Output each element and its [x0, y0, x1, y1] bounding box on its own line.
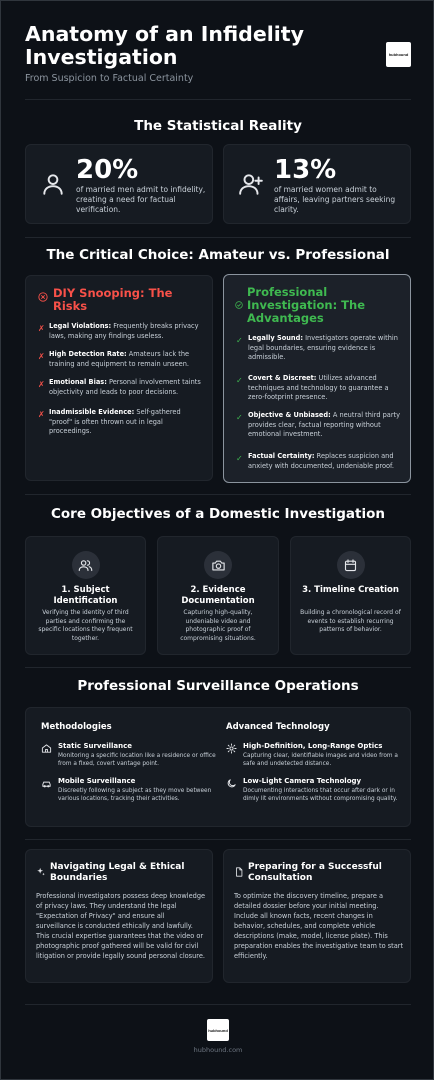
- page-subtitle: From Suspicion to Factual Certainty: [25, 73, 194, 84]
- x-mark-icon: ✗: [38, 380, 45, 389]
- divider: [25, 494, 411, 495]
- item-text: A neutral third party provides clear, factual reporting without emotional investment.: [248, 411, 401, 438]
- consultation-text: To optimize the discovery timeline, prepare a detailed dossier before your initial meeting. Include all known facts, recent changes in behavior, schedules, and complete vehicle descriptions (make, model, license plate). This preparation enables the investigative team to start efficiently.: [234, 892, 404, 960]
- legal-card: [25, 849, 213, 983]
- legal-text: Professional investigators possess deep knowledge of privacy laws. They understand the legal "Expectation of Privacy" and ensure all surveillance is conducted ethically and lawfully. This crucial expertise guarantees that the video or photographic proof gathered will be valid for civil litigation or provide legally sound personal closure.: [36, 892, 206, 960]
- icon-circle: [204, 551, 232, 579]
- operations-card: [25, 707, 411, 827]
- home-icon: [41, 743, 52, 754]
- stat-card-men: [25, 144, 213, 224]
- item-text: Frequently breaks privacy laws, making any findings useless.: [49, 322, 199, 340]
- legal-title: Navigating Legal & Ethical Boundaries: [50, 862, 185, 883]
- divider: [25, 667, 411, 668]
- diy-card: [25, 275, 213, 481]
- stats-heading: The Statistical Reality: [134, 118, 302, 134]
- x-mark-icon: ✗: [38, 324, 45, 333]
- item-text: Personal involvement taints objectivity and leads to poor decisions.: [49, 378, 201, 396]
- objective-title: 3. Timeline Creation: [302, 585, 399, 595]
- objective-text: Capturing high-quality, undeniable video and photographic proof of compromising situations.: [180, 609, 256, 642]
- icon-circle: [337, 551, 365, 579]
- check-mark-icon: ✓: [236, 454, 243, 463]
- header-logo: [386, 42, 411, 67]
- diy-title: DIY Snooping: The Risks: [53, 286, 173, 313]
- pro-title: Professional Investigation: The Advantages: [247, 285, 365, 325]
- item-label: Legally Sound:: [248, 334, 303, 342]
- divider: [25, 237, 411, 238]
- objective-title: 2. Evidence Documentation: [181, 585, 255, 606]
- divider: [25, 1004, 411, 1005]
- tech-title: High-Definition, Long-Range Optics: [243, 742, 383, 750]
- item-text: Utilizes advanced techniques and technology to guarantee a zero-footprint presence.: [248, 374, 389, 401]
- item-label: Factual Certainty:: [248, 452, 315, 460]
- footer-url[interactable]: hubhound.com: [193, 1046, 243, 1054]
- tech-text: Documenting interactions that occur after dark or in dimly lit environments without compromising quality.: [243, 788, 398, 802]
- x-mark-icon: ✗: [38, 352, 45, 361]
- document-icon: [234, 867, 244, 877]
- stat-text: of married women admit to affairs, leaving partners seeking clarity.: [274, 185, 396, 214]
- choice-heading: The Critical Choice: Amateur vs. Professional: [46, 247, 390, 263]
- item-label: High Detection Rate:: [49, 350, 127, 358]
- pro-item: [248, 334, 402, 363]
- stat-card-women: [223, 144, 411, 224]
- diy-item: [49, 378, 205, 397]
- check-mark-icon: ✓: [236, 376, 243, 385]
- item-label: Objective & Unbiased:: [248, 411, 331, 419]
- stat-text: of married men admit to infidelity, creating a need for factual verification.: [76, 185, 206, 214]
- user-plus-icon: [238, 171, 264, 197]
- check-mark-icon: ✓: [236, 413, 243, 422]
- user-icon: [40, 171, 66, 197]
- check-circle-icon: [235, 301, 243, 309]
- item-text: Amateurs lack the training and equipment to remain unseen.: [49, 350, 190, 368]
- x-mark-icon: ✗: [38, 410, 45, 419]
- objective-card: [157, 536, 279, 655]
- item-text: Investigators operate within legal boundaries, ensuring evidence is admissible.: [248, 334, 398, 361]
- users-icon: [78, 558, 93, 573]
- sparkle-icon: [36, 867, 46, 877]
- methodologies-title: Methodologies: [41, 722, 112, 732]
- item-text: Replaces suspicion and anxiety with documented, undeniable proof.: [248, 452, 394, 470]
- gear-icon: [226, 743, 237, 754]
- pro-item: [248, 452, 402, 471]
- footer-logo-text: hubhound: [208, 1027, 228, 1033]
- objective-card: [290, 536, 411, 655]
- method-text: Monitoring a specific location like a residence or office from a fixed, covert vantage point.: [58, 753, 216, 767]
- diy-item: [49, 322, 205, 341]
- consultation-title: Preparing for a Successful Consultation: [248, 862, 382, 883]
- page-title: Anatomy of an Infidelity Investigation: [25, 22, 304, 69]
- item-label: Legal Violations:: [49, 322, 112, 330]
- item-label: Inadmissible Evidence:: [49, 408, 135, 416]
- calendar-icon: [343, 558, 358, 573]
- consultation-card: [223, 849, 411, 983]
- divider: [25, 839, 411, 840]
- item-label: Covert & Discreet:: [248, 374, 317, 382]
- objective-text: Building a chronological record of events to establish recurring patterns of behavior.: [300, 609, 401, 633]
- item-text: Self-gathered "proof" is often thrown out in legal proceedings.: [49, 408, 181, 435]
- objective-text: Verifying the identity of third parties and confirming the specific locations they frequent together.: [38, 609, 133, 642]
- method-text: Discreetly following a subject as they move between various locations, tracking their activities.: [58, 788, 212, 802]
- method-title: Mobile Surveillance: [58, 777, 136, 785]
- moon-icon: [226, 778, 237, 789]
- check-mark-icon: ✓: [236, 336, 243, 345]
- technology-title: Advanced Technology: [226, 722, 330, 732]
- stat-value: 20%: [76, 155, 139, 185]
- objective-title: 1. Subject Identification: [53, 585, 118, 606]
- pro-card: [223, 274, 411, 483]
- header-logo-text: hubhound: [388, 52, 409, 57]
- footer-logo: [207, 1019, 229, 1041]
- x-circle-icon: [38, 292, 48, 302]
- stat-value: 13%: [274, 155, 337, 185]
- car-icon: [41, 778, 52, 789]
- camera-icon: [211, 558, 226, 573]
- tech-text: Capturing clear, identifiable images and video from a safe and undetected distance.: [243, 753, 398, 767]
- tech-title: Low-Light Camera Technology: [243, 777, 362, 785]
- diy-item: [49, 408, 205, 437]
- pro-item: [248, 411, 402, 440]
- icon-circle: [72, 551, 100, 579]
- divider: [25, 99, 411, 100]
- pro-item: [248, 374, 402, 403]
- item-label: Emotional Bias:: [49, 378, 107, 386]
- diy-item: [49, 350, 205, 369]
- header: [25, 23, 385, 84]
- method-title: Static Surveillance: [58, 742, 133, 750]
- objective-card: [25, 536, 146, 655]
- operations-heading: Professional Surveillance Operations: [77, 678, 359, 694]
- objectives-heading: Core Objectives of a Domestic Investigation: [50, 506, 386, 522]
